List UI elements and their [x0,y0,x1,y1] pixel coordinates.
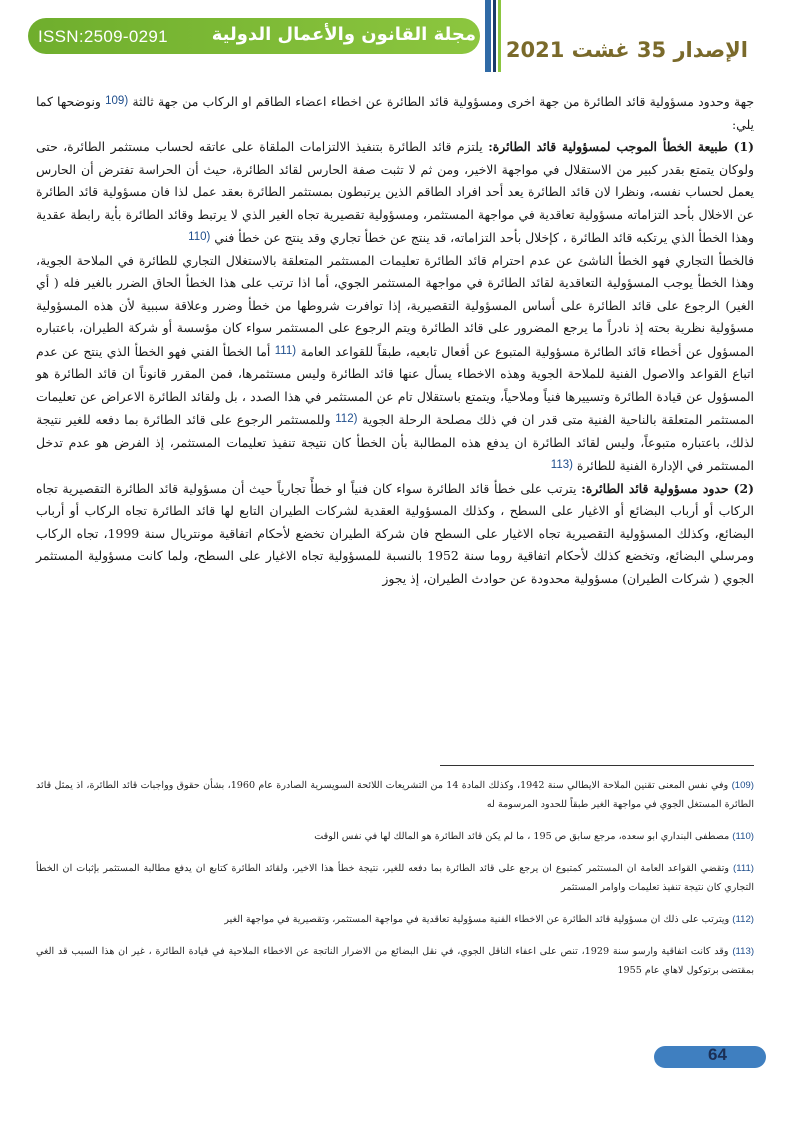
footnote-number: (113) [732,946,755,957]
paragraph [36,250,754,478]
footnote-text: ويترتب على ذلك ان مسؤولية قائد الطائرة عن الاخطاء الفنية مسؤولية تعاقدية في مواجهة المستثمر، وتقصيرية في مواجهة الغير [224,914,733,925]
article-body [36,90,754,590]
header-divider-bar [485,0,491,72]
paragraph-text: أما الخطأ الفني فهو الخطأ الذي ينتج عن عدم اتباع القواعد والاصول الفنية للملاحة الجوية وهذه الاخطاء يسأل عنها قائد الطائرة وليس مستثمرها، فمن المقرر قانوناً ان قائد الطائرة هو المسؤول عن قيادة الطائرة وتسييرها فنياً وملاحياً، ويتمتع باستقلال تام عن المستثمر في هذا الصدد ، بل ولقائد الطائرة الاعراض عن تعليمات المستثمر المتعلقة بالناحية الفنية متى قدر ان في ذلك مصلحة الرحلة الجوية [36,343,754,427]
footnote-ref[interactable]: (110 [188,231,211,243]
footnote-ref[interactable]: (112 [335,413,358,425]
footnote-text: وقد كانت اتفاقية وارسو سنة 1929، تنص على اعفاء الناقل الجوي، في نقل البضائع من الاضرار الناتجة عن الاخطاء الملاحية في قيادة الطائرة ، غير ان هذا السبب قد الغي بمقتضى برتوكول لاهاي عام 1955 [36,946,754,976]
footnote-separator [440,765,754,766]
section-heading: (2) حدود مسؤولية قائد الطائرة: [581,480,754,496]
footnote-ref[interactable]: (109 [105,95,129,107]
footnote [36,827,754,846]
paragraph [36,90,754,136]
footnote-number: (111) [733,863,754,874]
paragraph [36,478,754,591]
issue-label: الإصدار 35 غشت 2021 [505,38,748,62]
paragraph-text: يترتب على خطأ قائد الطائرة سواء كان فنياً او خطأً تجارياً حيث أن مسؤولية قائد الطائرة التقصيرية تجاه الركاب أو أرباب البضائع أو الاغيار على السطح ، وكذلك المسؤولية العقدية لشركات الطيران التابع لها قائد الطائرة تجاه الركاب أو أرباب البضائع، وكذلك المسؤولية التقصيرية تجاه الاغيار على السطح فان شركة الطيران تخضع لأحكام اتفاقية مونتريال سنة 1999، تجاه الركاب ومرسلي البضائع، وتخضع كذلك لأحكام اتفاقية روما سنة 1952 بالنسبة للمسؤولية تجاه الاغيار على السطح، ولما كانت مسؤولية المستثمر الجوي ( شركات الطيران) مسؤولية محدودة عن حوادث الطيران، إذ يجوز [36,480,755,586]
paragraph-text: ونوضحها كما يلي: [36,94,754,132]
footnote-number: (112) [732,914,754,925]
footnote-text: مصطفى البنداري ابو سعده، مرجع سابق ص 195 ، ما لم يكن قائد الطائرة هو المالك لها في نفس الوقت [314,831,733,842]
header-divider-bar [498,0,501,72]
paragraph-text: وللمستثمر الرجوع على قائد الطائرة بما دفعه للغير نتيجة لذلك، باعتباره متبوعاً، وليس لقائد الطائرة ان يدفع هذه المطالبة بأن الخطأ كان نتيجة تنفيذ تعليمات المستثمر، إذ الفرض هو عدم تدخل المستثمر في الإدارة الفنية للطائرة [36,412,754,473]
paragraph-text: يلتزم قائد الطائرة بتنفيذ الالتزامات الملقاة على عاتقه لحساب مستثمر الطائرة، حتى ولوكان يتمتع بقدر كبير من الاستقلال في مواجهة الاخير، ومن ثم لا تثبت صفة الحارس لقائد الطائرة، حيث أن الحراسة تفترض أن الحارس يعمل لحساب نفسه، ونظرا لان قائد الطائرة يعد أحد افراد الطاقم الذين يرتبطون بمستثمر الطائرة بعقد عمل لذا فان مسؤولية قائد الطائرة عن الاخلال بأحد التزاماته مسؤولية تعاقدية في مواجهة المستثمر، ومسؤولية تقصيرية تجاه الغير الذي لا يرتبط وقائد الطائرة بأية رابطة عقدية وهذا الخطأ الذي يرتكبه قائد الطائرة ، كإخلال بأحد التزاماته، قد ينتج عن خطأ تجاري وقد ينتج عن خطأ فني [36,139,754,245]
journal-title: مجلة القانون والأعمال الدولية [211,24,476,45]
footnote-ref[interactable]: (111 [274,344,297,357]
footnote-ref[interactable]: (113 [550,459,573,471]
footnote-text: وتقضي القواعد العامة ان المستثمر كمتبوع ان يرجع على قائد الطائرة بما دفعه للغير، نتيجة خطأ هذا الاخير، ولقائد الطائرة كتابع ان يدفع مطالبة المستثمر بإثبات ان الخطأ التجاري كان نتيجة تنفيذ تعليمات واوامر المستثمر [36,863,754,893]
footnote-text: وفي نفس المعنى تقنين الملاحة الايطالي سنة 1942، وكذلك المادة 14 من التشريعات اللائحة السويسرية الصادرة عام 1960، بشأن حقوق وواجبات قائد الطائرة، اذ يمثل قائد الطائرة المستغل الجوي في مواجهة الغير طبقاً للحدود المرسومة له [36,780,754,810]
header-divider-bar [493,0,496,72]
page-number: 64 [708,1045,727,1064]
footnote [36,910,754,929]
section-heading: (1) طبيعة الخطأ الموجب لمسؤولية قائد الطائرة: [488,139,754,154]
footnote [36,776,754,814]
footnote-number: (109) [731,780,754,791]
footnotes [36,776,754,993]
footnote [36,859,754,897]
paragraph-text: فالخطأ التجاري فهو الخطأ الناشئ عن عدم احترام قائد الطائرة تعليمات المستثمر المتعلقة بالاستغلال التجاري للطائرة في الملاحة الجوية، وهذا الخطأ يوجب المسؤولية التعاقدية لقائد الطائرة في مواجهة المستثمر الجوي، أما اذا ترتب على هذا الخطأ الحاق الضرر بالغير فله ( أي الغير) الرجوع على قائد الطائرة على أساس المسؤولية التقصيرية، إذا توافرت شروطها من خطأ وضرر وعلاقة سببية لأن هذه المسؤولية مسؤولية نظرية بحته إذ نادراً ما يرجع المضرور على قائد الطائرة ويتم الرجوع على المستثمر سواء كان مؤسسة أو شركة الطيران، باعتباره المسؤول عن أخطاء قائد الطائرة مسؤولية المتبوع عن أفعال تابعيه، طبقاً للقواعد العامة [36,252,754,359]
footnote [36,942,754,980]
paragraph [36,136,754,250]
paragraph-text: جهة وحدود مسؤولية قائد الطائرة من جهة اخرى ومسؤولية قائد الطائرة عن اخطاء اعضاء الطاقم او الركاب من جهة ثالثة [128,94,754,109]
footnote-number: (110) [732,831,754,842]
issn-label: ISSN:2509-0291 [38,27,168,46]
